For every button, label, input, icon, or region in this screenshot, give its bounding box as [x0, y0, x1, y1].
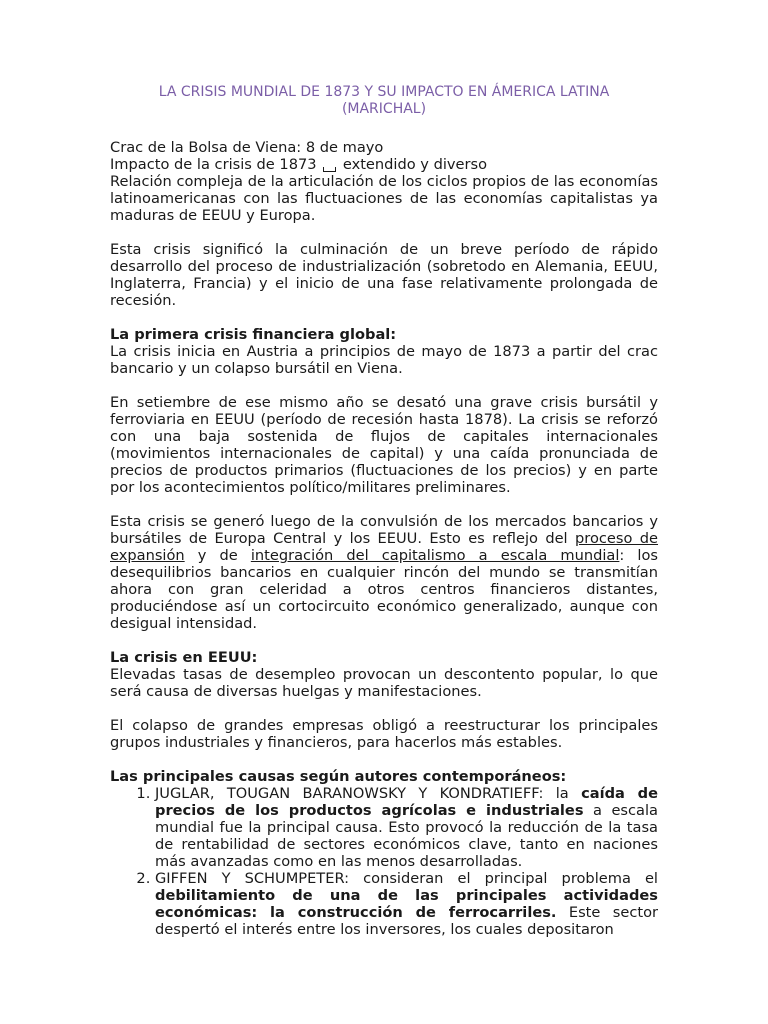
intro-line-2 [110, 156, 658, 173]
underlined-proceso-expansion: proceso de expansión [110, 530, 659, 564]
causes-list [110, 785, 658, 938]
section-heading-crisis-eeuu: La crisis en EEUU: [110, 649, 258, 666]
section-heading-causas: Las principales causas según autores contemporáneos: [110, 768, 567, 785]
intro-line-2-end: extendido y diverso [342, 156, 488, 173]
paragraph-convulsion [110, 513, 658, 632]
item2-bold: debilitamiento de una de las principales actividades económicas: la construcción de ferrocarriles. [155, 887, 658, 921]
document-title [110, 84, 658, 118]
convulsion-text-a: Esta crisis se generó luego de la convulsión de los mercados bancarios y bursátiles de Europa Central y los EEUU. Esto es reflejo del [110, 513, 658, 547]
paragraph-colapso: El colapso de grandes empresas obligó a reestructurar los principales grupos industriales y financieros, para hacerlos más estables. [110, 717, 658, 751]
title-line-1: LA CRISIS MUNDIAL DE 1873 Y SU IMPACTO EN ÁMERICA LATINA [158, 84, 610, 100]
paragraph-culminacion: Esta crisis significó la culminación de un breve período de rápido desarrollo del proceso de industrialización (sobretodo en Alemania, EEUU, Inglaterra, Francia) y el inicio de una fase relativamente prolongada de recesión. [110, 241, 658, 309]
paragraph-austria: La crisis inicia en Austria a principios de mayo de 1873 a partir del crac bancario y un colapso bursátil en Viena. [110, 343, 658, 377]
item1-text-a: JUGLAR, TOUGAN BARANOWSKY Y KONDRATIEFF: la [155, 785, 569, 802]
underlined-integracion-capitalismo: integración del capitalismo a escala mundial [250, 547, 620, 564]
item2-text-c: Este sector despertó el interés entre los inversores, los cuales depositaron [155, 904, 659, 938]
convulsion-text-c: : los desequilibrios bancarios en cualquier rincón del mundo se transmitían ahora con gran celeridad a otros centros financieros distantes, produciéndose así un cortocircuito económico generalizado, aunque con desigual intensidad. [110, 547, 658, 632]
convulsion-text-b: y de [197, 547, 238, 564]
item1-bold: caída de precios de los productos agrícolas e industriales [155, 785, 658, 819]
item1-text-c: a escala mundial fue la principal causa. Esto provocó la reducción de la tasa de rentabilidad de sectores económicos clave, tanto en naciones más avanzadas como en las menos desarrolladas. [155, 802, 658, 870]
intro-line-2-start: Impacto de la crisis de 1873 [110, 156, 317, 173]
item2-text-a: GIFFEN Y SCHUMPETER: consideran el principal problema el [155, 870, 658, 887]
section-heading-crisis-global: La primera crisis financiera global: [110, 326, 397, 343]
list-item [155, 870, 658, 938]
intro-paragraph: Relación compleja de la articulación de los ciclos propios de las economías latinoamericanas con las fluctuaciones de las economías capitalistas ya maduras de EEUU y Europa. [110, 173, 658, 224]
intro-line-1: Crac de la Bolsa de Viena: 8 de mayo [110, 139, 384, 156]
title-line-2: (MARICHAL) [341, 101, 427, 117]
paragraph-setiembre: En setiembre de ese mismo año se desató una grave crisis bursátil y ferroviaria en EEUU (período de recesión hasta 1878). La crisis se reforzó con una baja sostenida de flujos de capitales internacionales (movimientos internacionales de capital) y una caída pronunciada de precios de productos primarios (fluctuaciones de los precios) y en parte por los acontecimientos político/militares preliminares. [110, 394, 658, 496]
list-item [155, 785, 658, 870]
bracket-underline-icon [323, 167, 336, 172]
paragraph-desempleo: Elevadas tasas de desempleo provocan un descontento popular, lo que será causa de diversas huelgas y manifestaciones. [110, 666, 658, 700]
